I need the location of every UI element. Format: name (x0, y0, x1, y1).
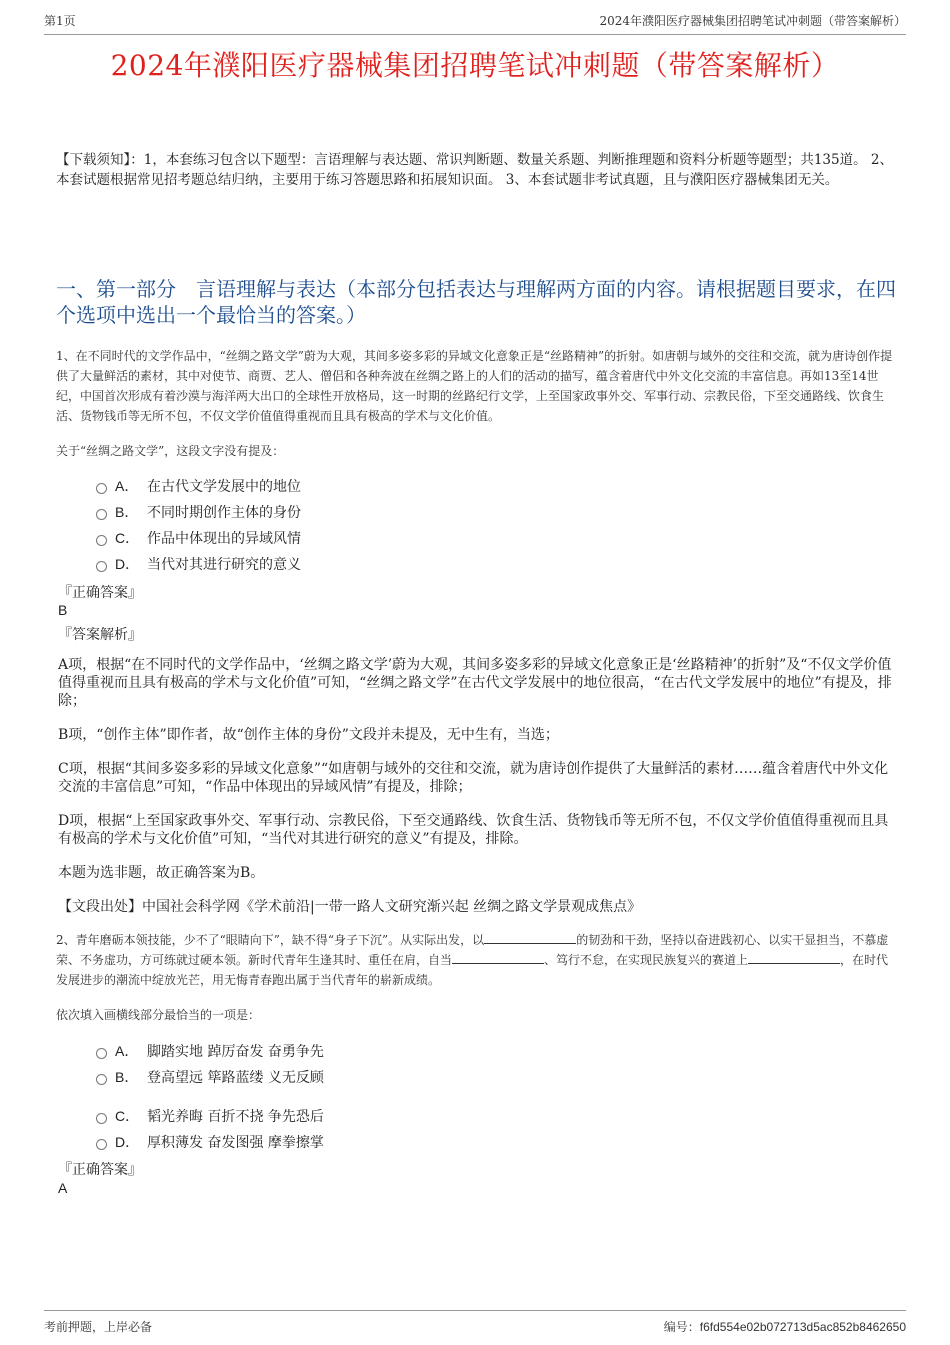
q2-answer: A (58, 1180, 68, 1196)
q2-option-c[interactable] (96, 1103, 696, 1129)
question-2-prompt: 依次填入画横线部分最恰当的一项是： (56, 1008, 261, 1022)
analysis-paragraph: A项，根据“在不同时代的文学作品中，‘丝绸之路文学’蔚为大观，其间多姿多彩的异域文化意象正是‘丝路精神’的折射”及“不仅文学价值值得重视而且具有极高的学术与文化价值”可知，“丝绸之路文学”在古代文学发展中的地位很高，“在古代文学发展中的地位”有提及，排除； (58, 657, 892, 709)
q1-option-d[interactable] (96, 551, 696, 577)
page-footer (44, 1310, 906, 1335)
analysis-paragraph: C项，根据“其间多姿多彩的异域文化意象”“如唐朝与域外的交往和交流，就为唐诗创作提供了大量鲜活的素材……蕴含着唐代中外文化交流的丰富信息”可知，“作品中体现出的异域风情”有提及，排除； (58, 761, 889, 795)
page-number: 第1页 (44, 14, 76, 28)
footer-code (664, 1318, 906, 1335)
q1-analysis (58, 656, 892, 932)
q2-answer-label: 『正确答案』 (58, 1162, 142, 1178)
question-1-prompt: 关于“丝绸之路文学”，这段文字没有提及： (56, 444, 285, 458)
radio-icon[interactable] (96, 561, 107, 572)
q2-option-d[interactable] (96, 1129, 696, 1155)
q2-text-part: ，在时代发展进步的潮流中绽放光芒，用无悔青春跑出属于当代青年的崭新成绩。 (56, 953, 889, 987)
option-text: 脚踏实地 踔厉奋发 奋勇争先 (147, 1044, 324, 1060)
question-1-options (96, 473, 696, 577)
option-letter: C． (115, 1108, 140, 1124)
option-letter: A． (115, 478, 139, 494)
q1-analysis-label: 『答案解析』 (58, 627, 142, 643)
option-letter: D． (115, 1134, 140, 1150)
option-text: 登高望远 筚路蓝缕 义无反顾 (147, 1070, 324, 1086)
q1-option-b[interactable] (96, 499, 696, 525)
footer-slogan: 考前押题，上岸必备 (44, 1320, 153, 1334)
option-text: 韬光养晦 百折不挠 争先恐后 (147, 1109, 324, 1125)
q1-answer-label: 『正确答案』 (58, 585, 142, 601)
q2-text-part: 、笃行不怠，在实现民族复兴的赛道上 (544, 953, 749, 967)
radio-icon[interactable] (96, 1048, 107, 1059)
fill-blank (452, 951, 544, 964)
question-2-options-cd (96, 1103, 696, 1155)
fill-blank (484, 931, 576, 944)
radio-icon[interactable] (96, 483, 107, 494)
option-text: 不同时期创作主体的身份 (147, 505, 301, 521)
q1-option-c[interactable] (96, 525, 696, 551)
download-notice: 【下载须知】：1，本套练习包含以下题型：言语理解与表达题、常识判断题、数量关系题、判断推理题和资料分析题等题型；共135道。 2、本套试题根据常见招考题总结归纳，主要用于练习答题思路和拓展知识面。 3、本套试题非考试真题，且与濮阳医疗器械集团无关。 (56, 152, 893, 188)
q1-answer: B (58, 602, 68, 618)
analysis-paragraph: B项，“创作主体”即作者，故“创作主体的身份”文段并未提及，无中生有，当选； (58, 727, 559, 743)
radio-icon[interactable] (96, 1139, 107, 1150)
radio-icon[interactable] (96, 1074, 107, 1085)
section-heading: 一、第一部分 言语理解与表达（本部分包括表达与理解两方面的内容。请根据题目要求，在四个选项中选出一个最恰当的答案。） (56, 277, 896, 327)
q1-option-a[interactable] (96, 473, 696, 499)
radio-icon[interactable] (96, 509, 107, 520)
question-2-options-ab (96, 1038, 696, 1090)
option-text: 作品中体现出的异域风情 (147, 531, 301, 547)
option-text: 在古代文学发展中的地位 (147, 479, 301, 495)
question-1-text: 1、在不同时代的文学作品中，“丝绸之路文学”蔚为大观，其间多姿多彩的异域文化意象正是“丝路精神”的折射。如唐朝与域外的交往和交流，就为唐诗创作提供了大量鲜活的素材，其中对使节、商贾、艺人、僧侣和各种奔波在丝绸之路上的人们的活动的描写，蕴含着唐代中外文化交流的丰富信息。再如13至14世纪，中国首次形成有着沙漠与海洋两大出口的全球性开放格局，这一时期的丝路纪行文学，上至国家政事外交、军事行动、宗教民俗，下至交通路线、饮食生活、货物钱币等无所不包，不仅文学价值值得重视而且具有极高的学术与文化价值。 (56, 349, 893, 423)
analysis-paragraph: 本题为选非题，故正确答案为B。 (58, 865, 265, 881)
fill-blank (748, 951, 840, 964)
option-letter: A． (115, 1043, 139, 1059)
q2-option-b[interactable] (96, 1064, 696, 1090)
page-title: 2024年濮阳医疗器械集团招聘笔试冲刺题（带答案解析） (110, 49, 840, 82)
header-doc-title: 2024年濮阳医疗器械集团招聘笔试冲刺题（带答案解析） (599, 14, 906, 28)
page-header (44, 12, 906, 35)
radio-icon[interactable] (96, 1113, 107, 1124)
option-letter: B． (115, 504, 139, 520)
code-value: f6fd554e02b072713d5ac852b8462650 (699, 1320, 906, 1334)
q2-option-a[interactable] (96, 1038, 696, 1064)
radio-icon[interactable] (96, 535, 107, 546)
option-letter: D． (115, 556, 140, 572)
option-letter: C． (115, 530, 140, 546)
question-2-text (56, 930, 894, 990)
analysis-paragraph: D项，根据“上至国家政事外交、军事行动、宗教民俗，下至交通路线、饮食生活、货物钱币等无所不包，不仅文学价值值得重视而且具有极高的学术与文化价值”可知，“当代对其进行研究的意义”有提及，排除。 (58, 813, 889, 847)
q2-text-part: 2、青年磨砺本领技能，少不了“眼睛向下”，缺不得“身子下沉”。从实际出发，以 (56, 933, 485, 947)
option-text: 厚积薄发 奋发图强 摩拳擦掌 (147, 1135, 324, 1151)
option-text: 当代对其进行研究的意义 (147, 557, 301, 573)
option-letter: B． (115, 1069, 139, 1085)
analysis-source: 【文段出处】中国社会科学网《学术前沿|一带一路人文研究渐兴起 丝绸之路文学景观成焦点》 (58, 899, 642, 915)
code-label: 编号： (663, 1320, 700, 1334)
q2-text-part: 的韧劲和干劲，坚持以奋进践初心、以实干显担当，不慕虚荣、不务虚功，方可练就过硬本领。新时代青年生逢其时、重任在肩，自当 (56, 933, 889, 967)
